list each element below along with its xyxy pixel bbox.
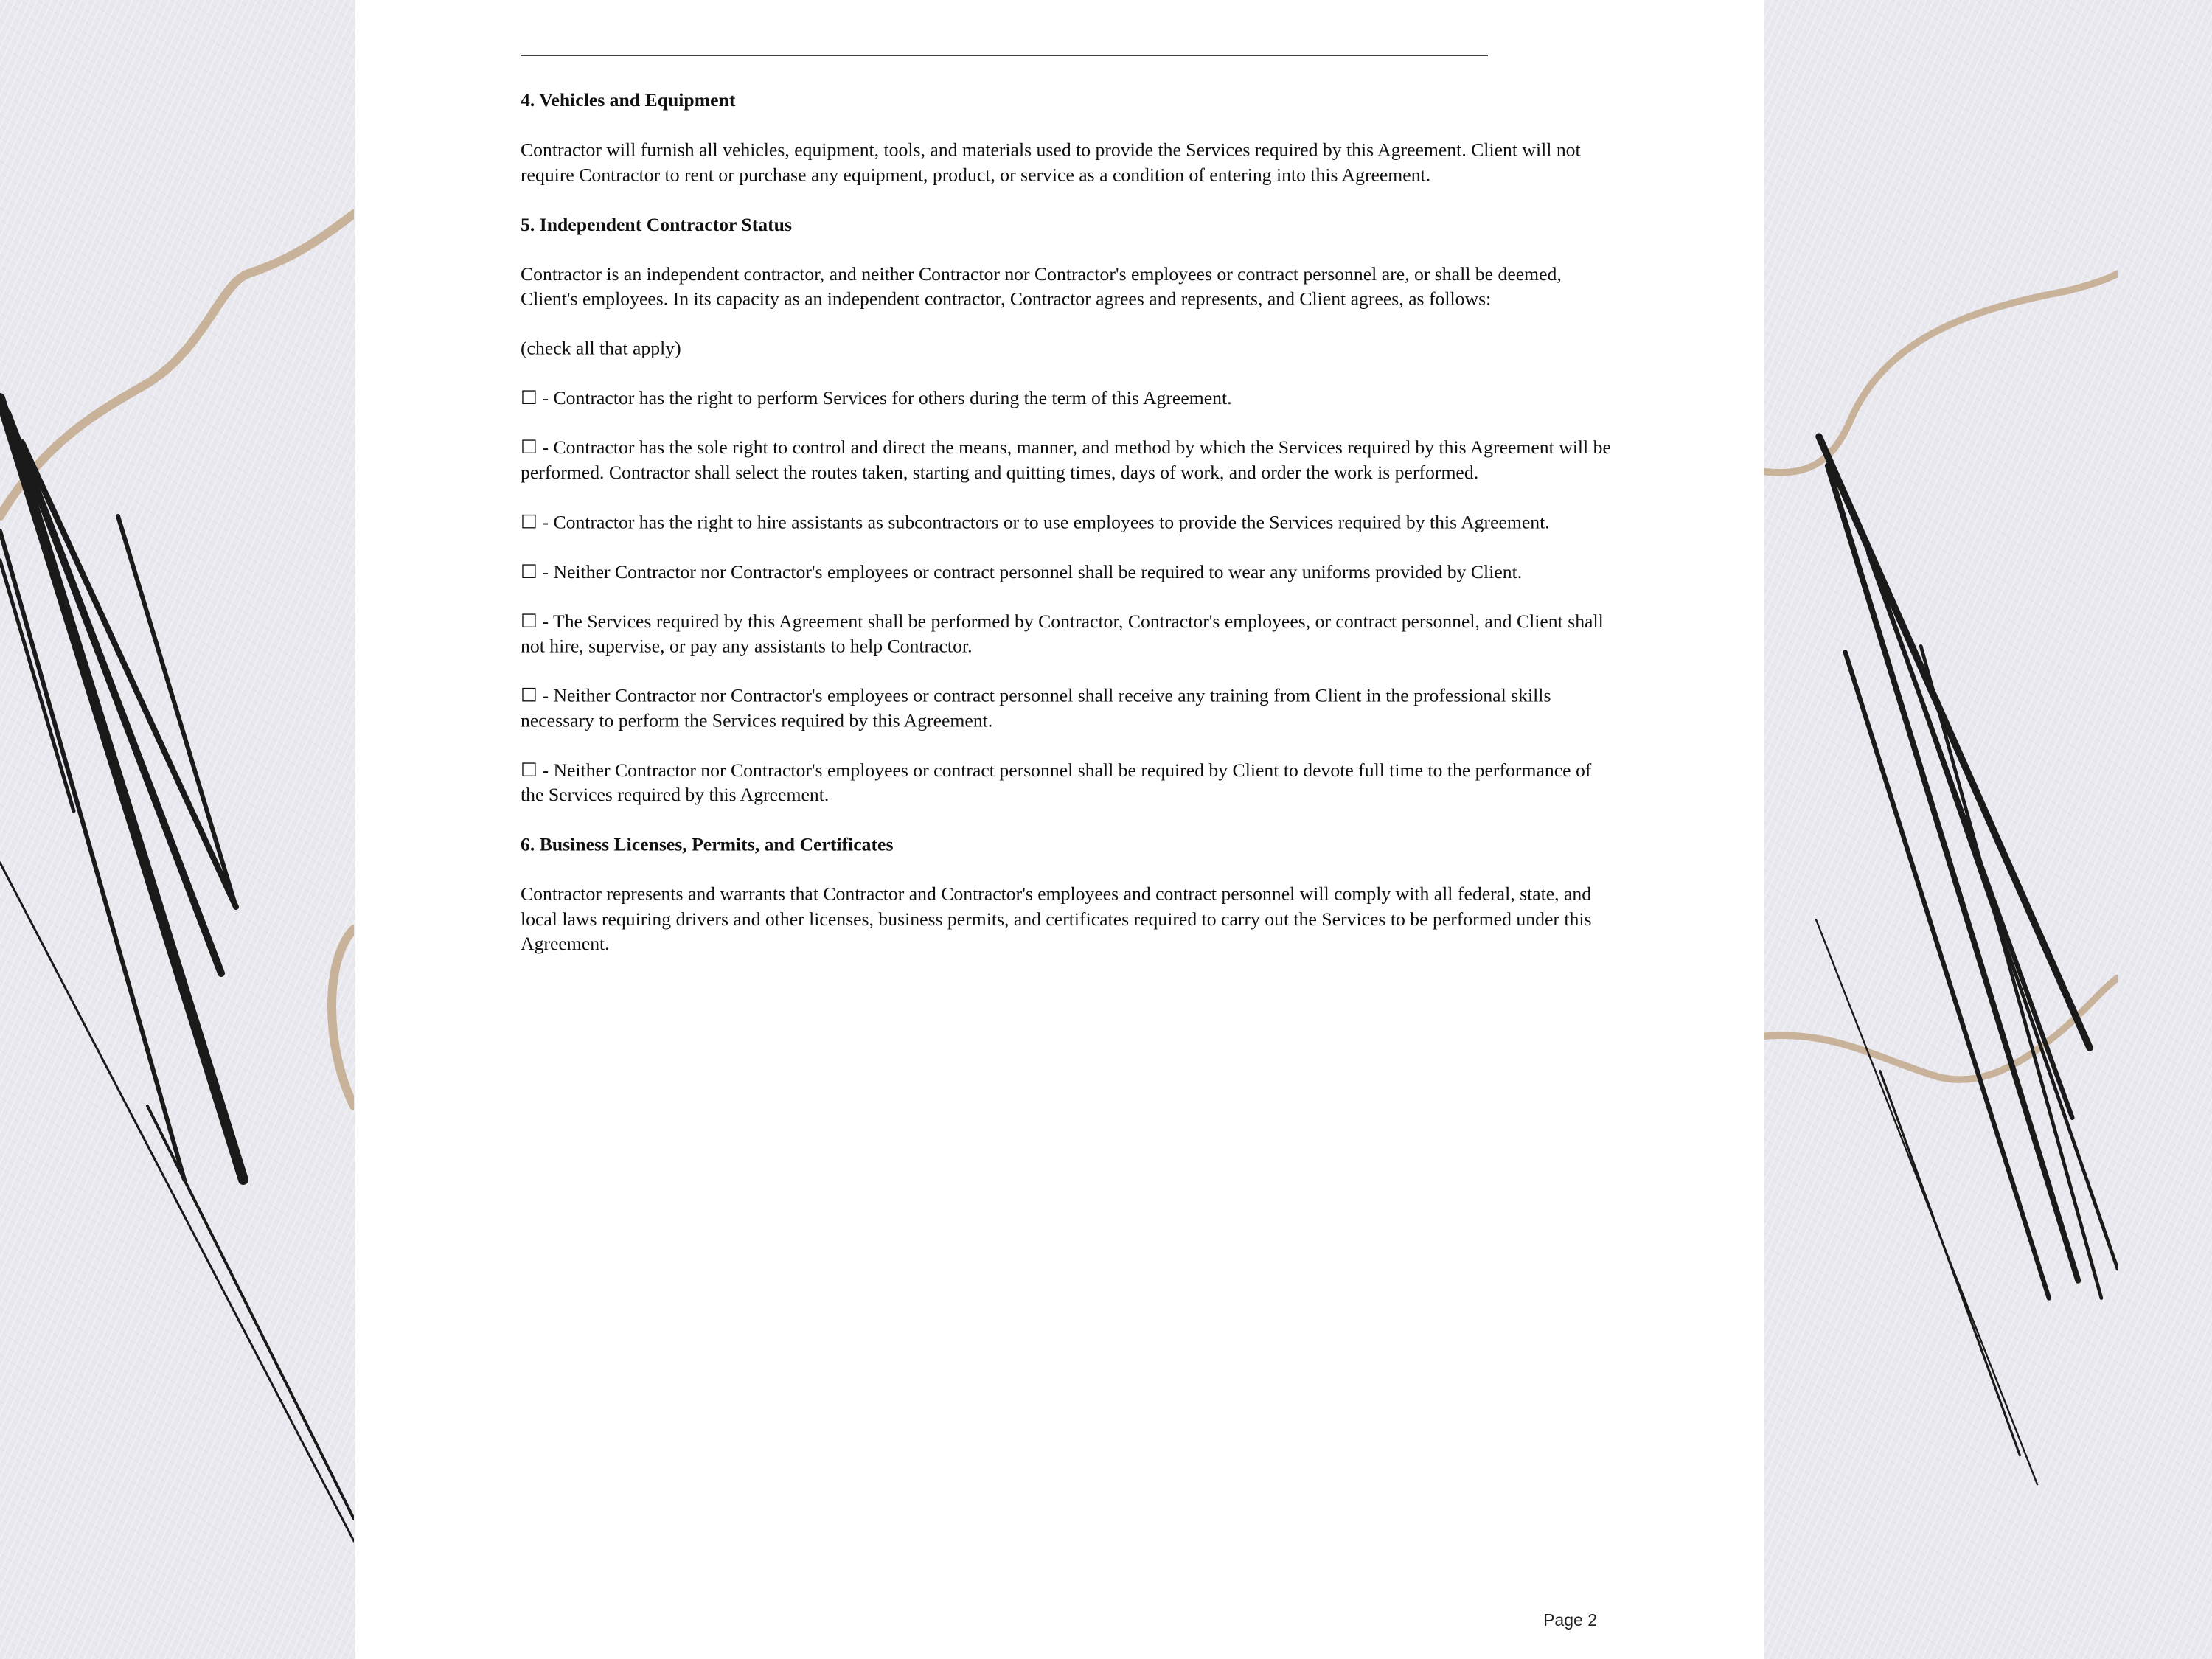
checklist-item-text: - Contractor has the right to hire assistants as subcontractors or to use employees to provide the Services required by this Agreement. bbox=[542, 512, 1550, 533]
section4-heading: 4. Vehicles and Equipment bbox=[521, 90, 736, 111]
section6-body: Contractor represents and warrants that Contractor and Contractor's employees and contract personnel will comply with all federal, state, and local laws requiring drivers and other licenses, business permits, and certificates required to carry out the Services to be performed under this Agreement. bbox=[521, 883, 1592, 955]
checklist-item bbox=[521, 609, 1613, 658]
checklist-item-text: - The Services required by this Agreement shall be performed by Contractor, Contractor's employees, or contract personnel, and Client shall not hire, supervise, or pay any assistants to help Contractor. bbox=[521, 611, 1604, 657]
checkbox-icon[interactable]: ☐ bbox=[521, 387, 538, 408]
checklist-item bbox=[521, 684, 1613, 733]
checkbox-icon[interactable]: ☐ bbox=[521, 512, 538, 533]
checklist-item bbox=[521, 510, 1613, 535]
page-number: Page 2 bbox=[1543, 1610, 1597, 1630]
checkbox-icon[interactable]: ☐ bbox=[521, 561, 538, 582]
left-decorative-strokes bbox=[0, 0, 354, 1659]
check-instruction: (check all that apply) bbox=[521, 338, 681, 359]
checkbox-icon[interactable]: ☐ bbox=[521, 611, 538, 632]
checklist-item-text: - Neither Contractor nor Contractor's employees or contract personnel shall be required by Client to devote full time to the performance of the Services required by this Agreement. bbox=[521, 759, 1592, 806]
section6-heading: 6. Business Licenses, Permits, and Certificates bbox=[521, 834, 894, 855]
checklist-item bbox=[521, 386, 1613, 411]
right-decorative-strokes bbox=[1764, 0, 2118, 1659]
document-page bbox=[355, 0, 1764, 1659]
checkbox-icon[interactable]: ☐ bbox=[521, 759, 538, 781]
section5-heading: 5. Independent Contractor Status bbox=[521, 214, 792, 235]
section5-body: Contractor is an independent contractor, and neither Contractor nor Contractor's employees or contract personnel are, or shall be deemed, Client's employees. In its capacity as an independent contractor, Contractor agrees and represents, and Client agrees, as follows: bbox=[521, 263, 1562, 310]
checklist-item-text: - Contractor has the sole right to control and direct the means, manner, and method by which the Services required by this Agreement will be performed. Contractor shall select the routes taken, starting and quitting times, days of work, and order the work is performed. bbox=[521, 437, 1611, 483]
checklist-item-text: - Contractor has the right to perform Services for others during the term of this Agreement. bbox=[542, 387, 1232, 408]
checklist-item bbox=[521, 436, 1613, 485]
section4-body: Contractor will furnish all vehicles, equipment, tools, and materials used to provide the Services required by this Agreement. Client will not require Contractor to rent or purchase any equipment, product, or service as a condition of entering into this Agreement. bbox=[521, 139, 1581, 186]
top-divider bbox=[521, 55, 1488, 56]
checkbox-icon[interactable]: ☐ bbox=[521, 685, 538, 706]
checklist-item-text: - Neither Contractor nor Contractor's employees or contract personnel shall be required to wear any uniforms provided by Client. bbox=[542, 561, 1523, 582]
checkbox-icon[interactable]: ☐ bbox=[521, 437, 538, 459]
checklist-item bbox=[521, 758, 1613, 807]
checklist-item bbox=[521, 560, 1613, 585]
document-content bbox=[521, 88, 1613, 981]
checklist-item-text: - Neither Contractor nor Contractor's employees or contract personnel shall receive any training from Client in the professional skills necessary to perform the Services required by this Agreement. bbox=[521, 685, 1551, 731]
